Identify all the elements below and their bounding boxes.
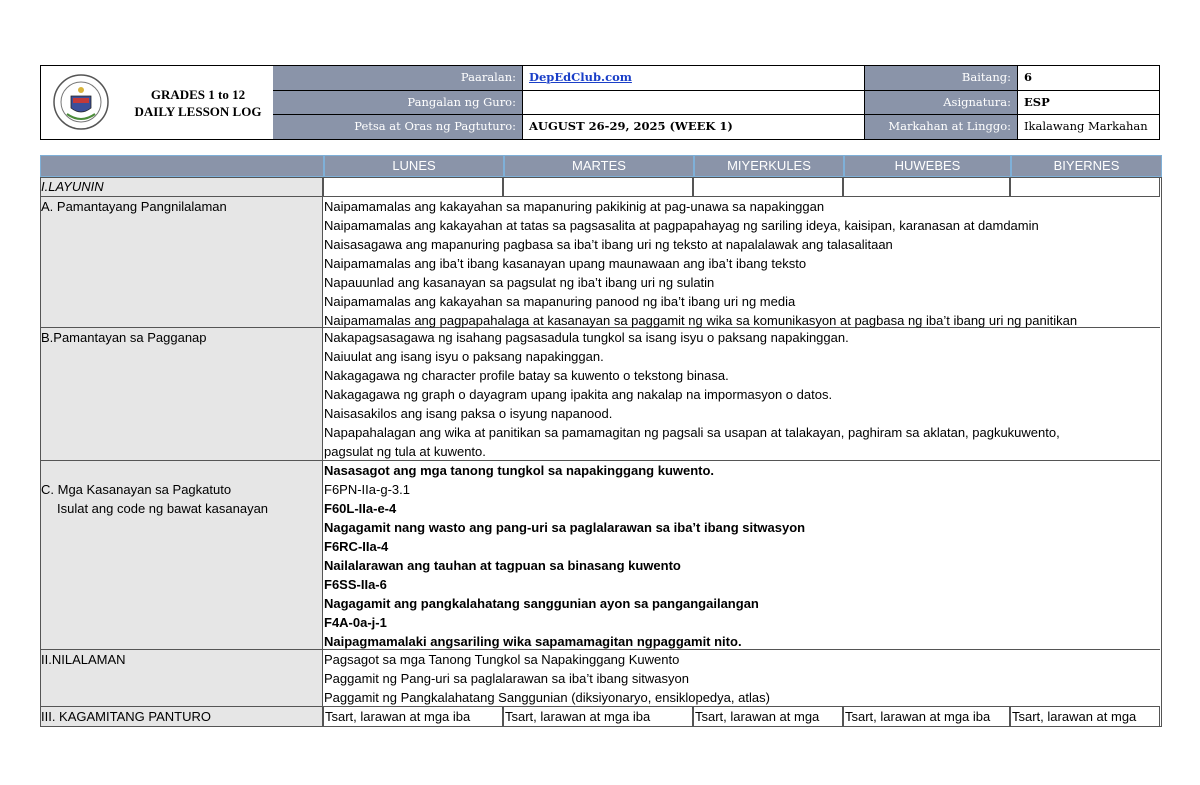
competency-line: Nagagamit ang pangkalahatang sanggunian ayon sa pangangailangan [324, 596, 759, 611]
competency-code: F60L-IIa-e-4 [324, 501, 397, 516]
competency-code: F6RC-IIa-4 [324, 539, 389, 554]
quarter-label: Markahan at Linggo: [865, 115, 1018, 139]
nilalaman-content [324, 650, 1156, 707]
grade-label: Baitang: [865, 66, 1018, 90]
content-line: Nakagagawa ng character profile batay sa kuwento o tekstong binasa. [324, 368, 729, 383]
nilalaman-label: II.NILALAMAN [40, 650, 323, 706]
content-line: Naisasagawa ang mapanuring pagbasa sa iba’t ibang uri ng teksto at napalalawak ang talasalitaan [324, 237, 893, 252]
content-line: Napapahalagan ang wika at panitikan sa pamamagitan ng pagsali sa usapan at talakayan, paghiram sa aklatan, pagkukuwento, [324, 425, 1060, 440]
content-line: Paggamit ng Pang-uri sa paglalarawan sa iba’t ibang sitwasyon [324, 671, 689, 686]
content-line: Naiuulat ang isang isyu o paksang napakinggan. [324, 349, 604, 364]
grade-value: 6 [1018, 66, 1159, 90]
content-line: Pagsagot sa mga Tanong Tungkol sa Napakinggang Kuwento [324, 652, 680, 667]
lesson-table [40, 155, 1162, 727]
school-link[interactable]: DepEdClub.com [529, 70, 632, 84]
content-line: Naipamamalas ang kakayahan sa mapanuring panood ng iba’t ibang uri ng media [324, 294, 796, 309]
content-line: Paggamit ng Pangkalahatang Sanggunian (diksiyonaryo, ensiklopedya, atlas) [324, 690, 770, 705]
header-row-teacher [273, 91, 1159, 115]
section-pamantayan-sa-pagganap [40, 328, 1160, 461]
teacher-value[interactable] [523, 91, 865, 115]
section-a-content [324, 197, 1156, 330]
content-line: Naipamamalas ang pagpapahalaga at kasanayan sa paggamit ng wika sa komunikasyon at pagbasa ng iba’t ibang uri ng panitikan [324, 313, 1078, 328]
day-thursday: HUWEBES [843, 156, 1010, 176]
quarter-value: Ikalawang Markahan [1018, 115, 1159, 139]
content-line: Naipamamalas ang kakayahan at tatas sa pagsasalita at pagpapahayag ng sariling ideya, kaisipan, karanasan at damdamin [324, 218, 1039, 233]
section-kasanayan-sa-pagkatuto [40, 461, 1160, 650]
competency-line: Nagagamit nang wasto ang pang-uri sa paglalarawan sa iba’t ibang sitwasyon [324, 520, 806, 535]
competency-line: Nasasagot ang mga tanong tungkol sa napakinggang kuwento. [324, 463, 715, 478]
day-tuesday: MARTES [503, 156, 693, 176]
header-table [40, 65, 1160, 140]
title-line-1: GRADES 1 to 12 [150, 87, 246, 102]
day-header-row [40, 155, 1162, 177]
kagamitan-label: III. KAGAMITANG PANTURO [40, 707, 323, 726]
section-layunin [40, 177, 1160, 197]
school-value[interactable] [523, 66, 865, 90]
header-row-school [273, 66, 1159, 90]
section-c-content [324, 461, 1156, 651]
section-nilalaman [40, 650, 1160, 707]
section-a-label: A. Pamantayang Pangnilalaman [40, 197, 323, 327]
content-line: Naisasakilos ang isang paksa o isyung napanood. [324, 406, 613, 421]
section-pamantayang-pangnilalaman [40, 197, 1160, 328]
content-line: pagsulat ng tula at kuwento. [324, 444, 486, 459]
content-line: Naipamamalas ang kakayahan sa mapanuring pakikinig at pag-unawa sa napakinggan [324, 199, 825, 214]
date-label: Petsa at Oras ng Pagtuturo: [273, 115, 523, 139]
content-line: Nakapagsasagawa ng isahang pagsasadula tungkol sa isang isyu o paksang napakinggan. [324, 330, 849, 345]
teacher-label: Pangalan ng Guro: [273, 91, 523, 115]
day-friday: BIYERNES [1010, 156, 1161, 176]
content-line: Naipamamalas ang iba’t ibang kasanayan upang maunawaan ang iba’t ibang teksto [324, 256, 807, 271]
layunin-label: I.LAYUNIN [40, 177, 323, 196]
lesson-log-title [123, 86, 273, 120]
layunin-cell-thursday[interactable] [843, 177, 1010, 196]
subject-value: ESP [1018, 91, 1159, 115]
section-c-label [40, 461, 323, 649]
subject-label: Asignatura: [865, 91, 1018, 115]
title-line-2: DAILY LESSON LOG [134, 104, 262, 119]
layunin-cell-tuesday[interactable] [503, 177, 693, 196]
competency-line: Naipagmamalaki angsariling wika sapamamagitan ngpaggamit nito. [324, 634, 742, 649]
competency-line: Nailalarawan ang tauhan at tagpuan sa binasang kuwento [324, 558, 681, 573]
kagamitan-cell-friday[interactable]: Tsart, larawan at mga [1010, 707, 1160, 726]
date-value: AUGUST 26-29, 2025 (WEEK 1) [523, 115, 865, 139]
kagamitan-cell-wednesday[interactable]: Tsart, larawan at mga [693, 707, 843, 726]
competency-code: F6PN-IIa-g-3.1 [324, 482, 410, 497]
school-label: Paaralan: [273, 66, 523, 90]
day-wednesday: MIYERKULES [693, 156, 843, 176]
logo-cell [41, 66, 274, 139]
content-line: Nakagagawa ng graph o dayagram upang ipakita ang nakalap na impormasyon o datos. [324, 387, 833, 402]
layunin-cell-monday[interactable] [323, 177, 503, 196]
header-row-date [273, 115, 1159, 139]
section-b-content [324, 328, 1156, 461]
kagamitan-cell-thursday[interactable]: Tsart, larawan at mga iba [843, 707, 1010, 726]
competency-code: F6SS-IIa-6 [324, 577, 387, 592]
section-c-label-line1: C. Mga Kasanayan sa Pagkatuto [41, 482, 232, 497]
competency-code: F4A-0a-j-1 [324, 615, 387, 630]
kagamitan-cell-tuesday[interactable]: Tsart, larawan at mga iba [503, 707, 693, 726]
layunin-cell-wednesday[interactable] [693, 177, 843, 196]
deped-seal-icon [53, 74, 109, 130]
content-line: Napauunlad ang kasanayan sa pagsulat ng iba’t ibang uri ng sulatin [324, 275, 715, 290]
section-kagamitang-panturo [40, 707, 1160, 726]
kagamitan-cell-monday[interactable]: Tsart, larawan at mga iba [323, 707, 503, 726]
section-b-label: B.Pamantayan sa Pagganap [40, 328, 323, 460]
section-c-label-line2: Isulat ang code ng bawat kasanayan [57, 501, 269, 516]
layunin-cell-friday[interactable] [1010, 177, 1160, 196]
day-monday: LUNES [323, 156, 503, 176]
